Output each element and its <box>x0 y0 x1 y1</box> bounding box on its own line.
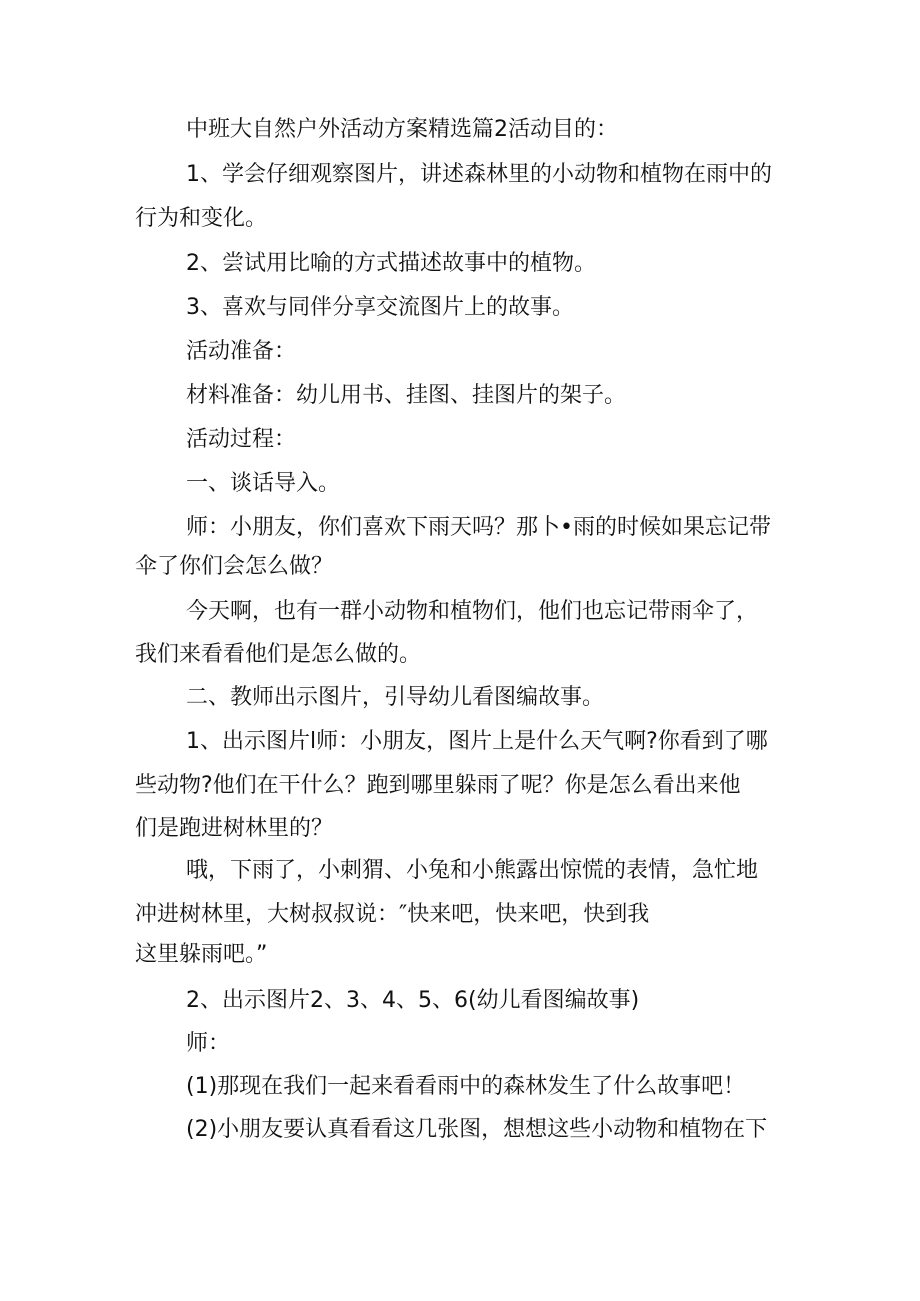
paragraph-line: 师：小朋友，你们喜欢下雨天吗？那卜•雨的时候如果忘记带 <box>186 515 771 540</box>
heading-line: 中班大自然户外活动方案精选篇2活动目的： <box>186 117 618 142</box>
section-heading: 活动过程： <box>186 427 297 452</box>
paragraph-line: (2)小朋友要认真看看这几张图，想想这些小动物和植物在下 <box>186 1117 768 1142</box>
paragraph-line: 1、学会仔细观察图片，讲述森林里的小动物和植物在雨中的 <box>186 162 772 187</box>
paragraph-line: 3、喜欢与同伴分享交流图片上的故事。 <box>186 295 574 320</box>
paragraph-line: 材料准备：幼儿用书、挂图、挂图片的架子。 <box>186 383 627 408</box>
paragraph-line: 这里躲雨吧。” <box>135 942 268 967</box>
paragraph-line: 我们来看看他们是怎么做的。 <box>135 642 422 667</box>
section-heading: 活动准备： <box>186 339 297 364</box>
paragraph-line: 些动物?他们在干什么？跑到哪里躲雨了呢？你是怎么看出来他 <box>135 773 741 798</box>
paragraph-line: 二、教师出示图片，引导幼儿看图编故事。 <box>186 685 605 710</box>
paragraph-line: 一、谈话导入。 <box>186 471 341 496</box>
paragraph-line: 今天啊，也有一群小动物和植物们，他们也忘记带雨伞了， <box>186 599 759 624</box>
paragraph-line: 2、尝试用比喻的方式描述故事中的植物。 <box>186 251 596 276</box>
paragraph-line: 师： <box>186 1031 231 1056</box>
paragraph-line: 们是跑进树林里的？ <box>135 816 334 841</box>
paragraph-line: (1)那现在我们一起来看看雨中的森林发生了什么故事吧！ <box>186 1074 746 1099</box>
paragraph-line: 哦，下雨了，小刺猬、小兔和小熊露出惊慌的表情，急忙地 <box>186 858 759 883</box>
paragraph-line: 1、出示图片l师：小朋友，图片上是什么天气啊?你看到了哪 <box>186 729 768 754</box>
paragraph-line: 冲进树林里，大树叔叔说：″快来吧，快来吧，快到我 <box>135 902 650 927</box>
paragraph-line: 2、出示图片2、3、4、5、6(幼儿看图编故事) <box>186 988 640 1013</box>
paragraph-line: 伞了你们会怎么做？ <box>135 554 334 579</box>
paragraph-line: 行为和变化。 <box>135 206 268 231</box>
